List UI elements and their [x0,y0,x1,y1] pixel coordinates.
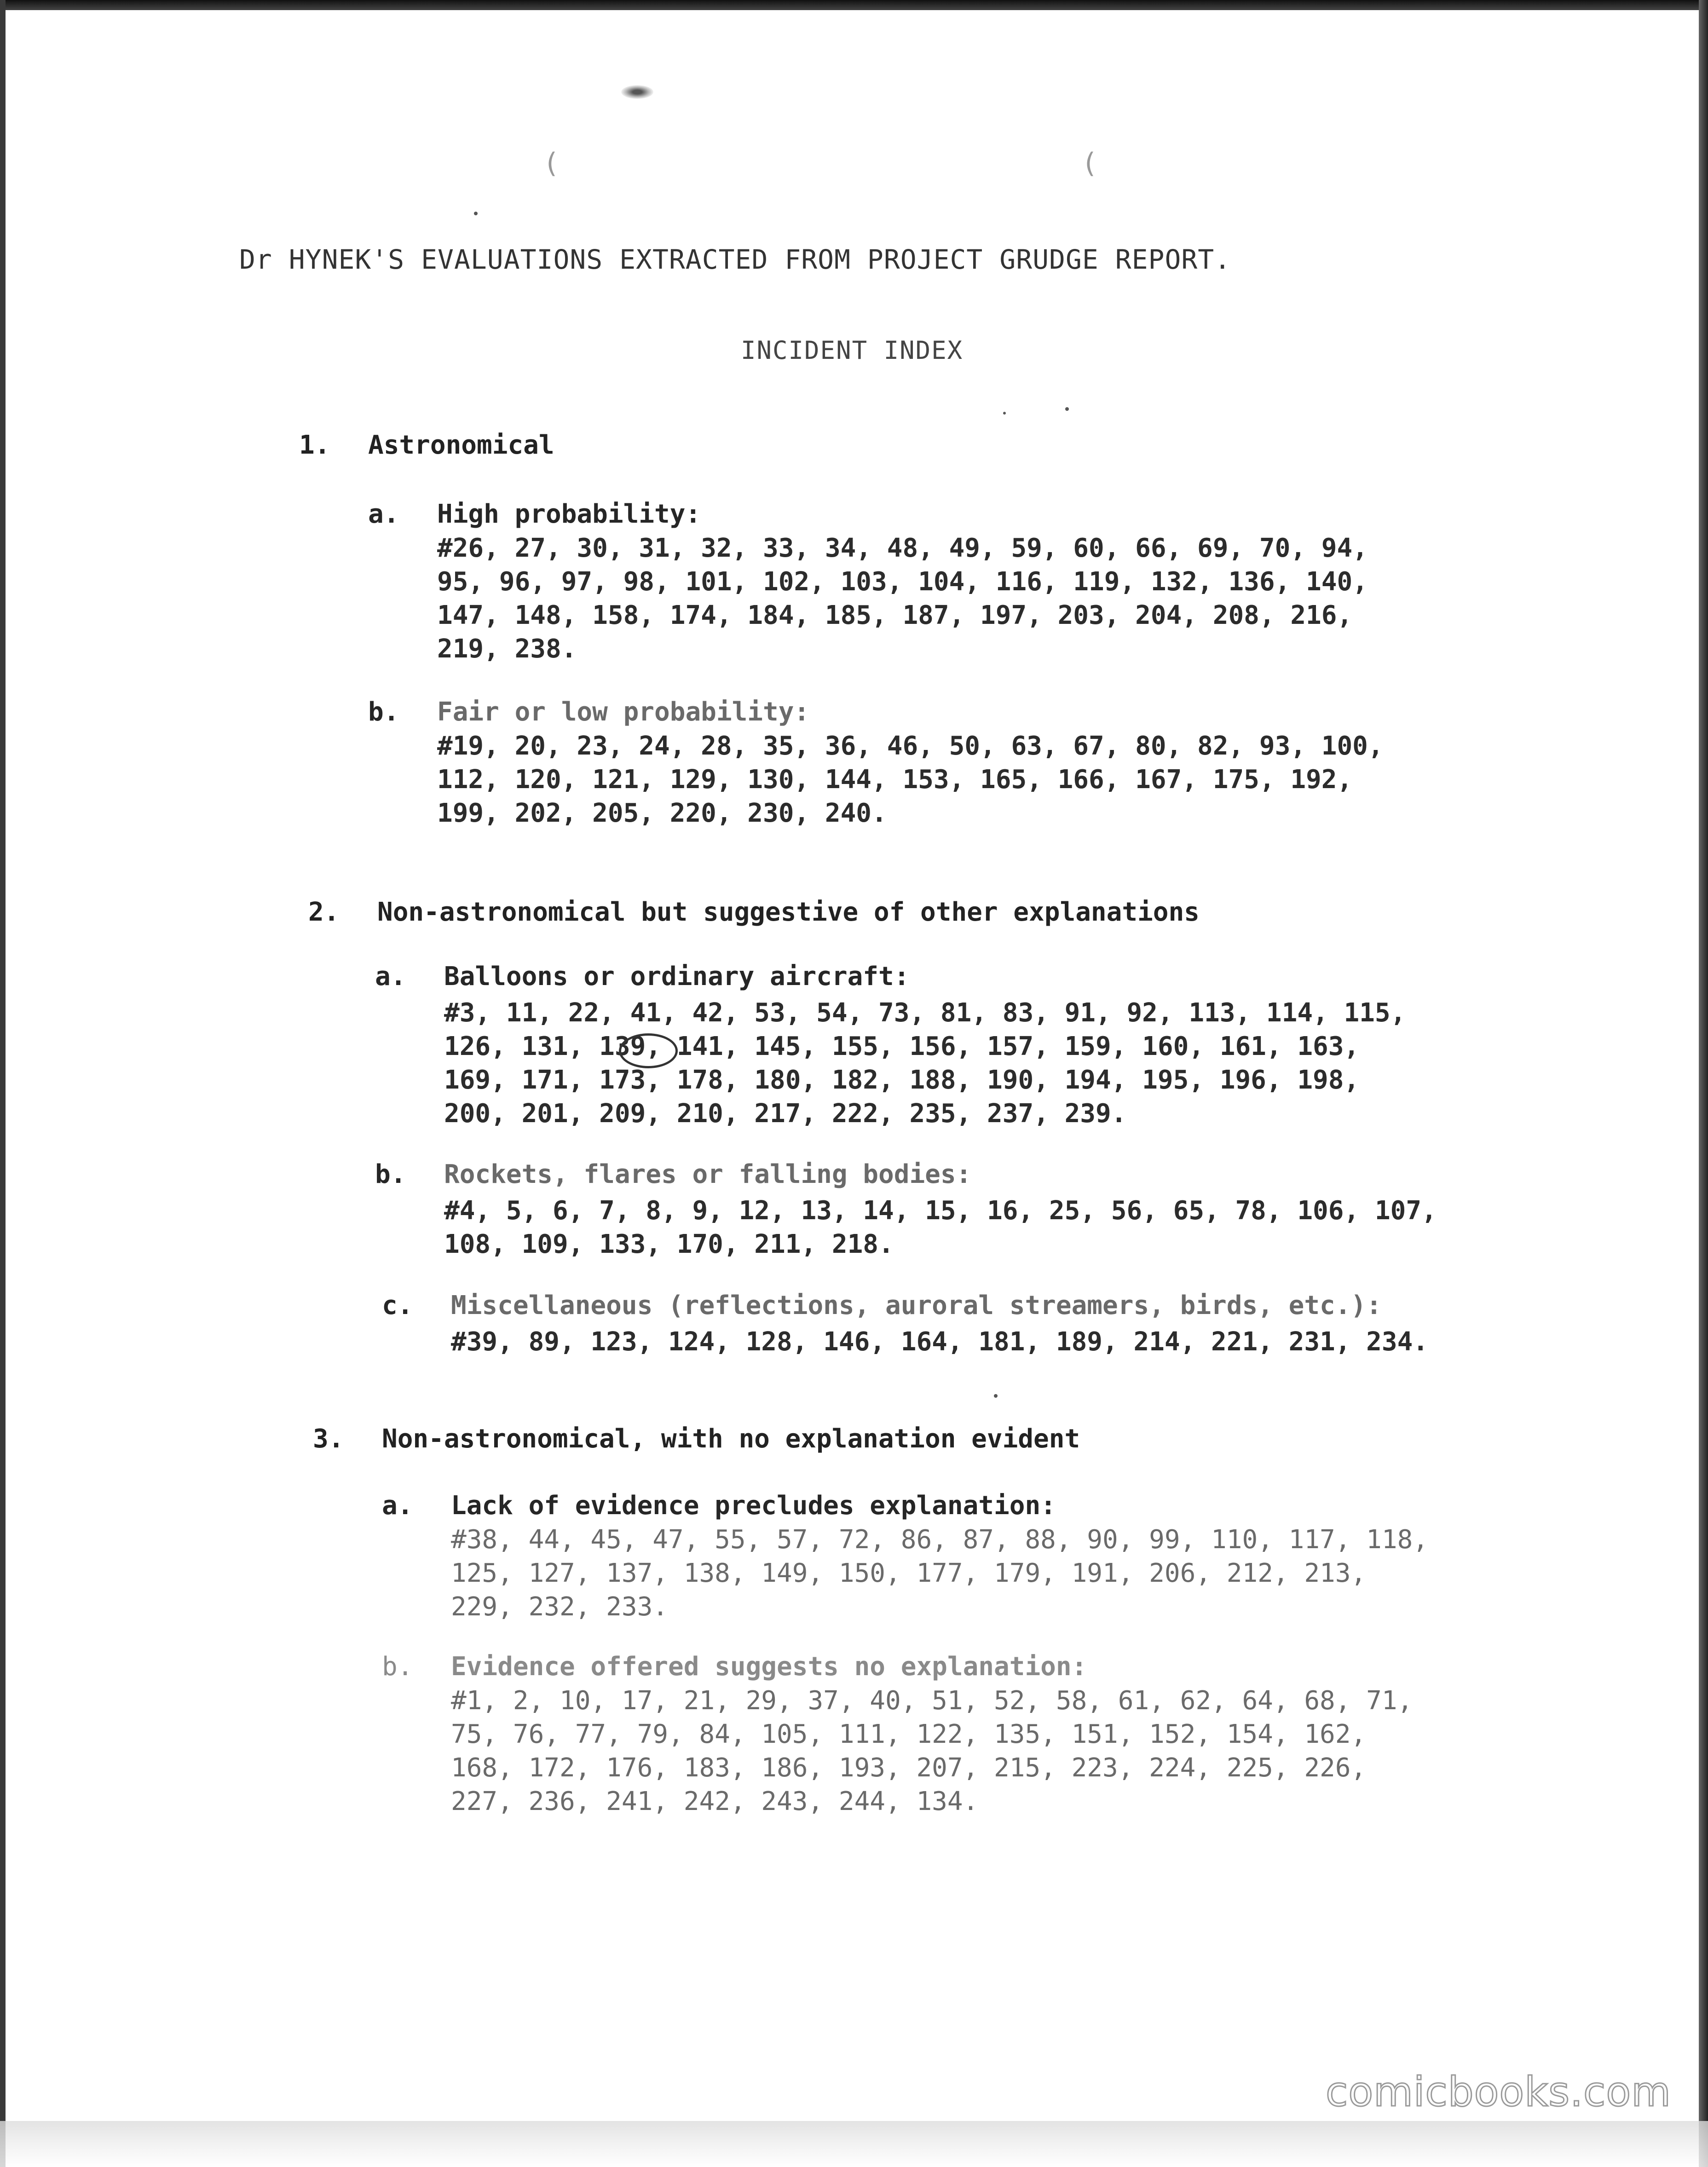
incident-list [444,996,1406,1130]
incident-list [451,1684,1413,1818]
section-number: 3. [313,1424,344,1454]
incident-line: 200, 201, 209, 210, 217, 222, 235, 237, 239. [444,1099,1127,1129]
subsection-letter: a. [375,962,406,991]
section-title: Non-astronomical but suggestive of other explanations [377,897,1200,927]
incident-line: #38, 44, 45, 47, 55, 57, 72, 86, 87, 88, 90, 99, 110, 117, 118, [451,1525,1429,1555]
punch-mark-right: ( [1081,147,1098,179]
incident-line: #39, 89, 123, 124, 128, 146, 164, 181, 189, 214, 221, 231, 234. [451,1327,1429,1357]
document-subtitle: INCIDENT INDEX [741,336,964,365]
incident-line: 219, 238. [437,634,577,664]
incident-line: 108, 109, 133, 170, 211, 218. [444,1229,894,1259]
incident-line: 168, 172, 176, 183, 186, 193, 207, 215, 223, 224, 225, 226, [451,1753,1367,1783]
scan-edge-left [0,0,6,2167]
subsection-heading [375,1159,971,1189]
incident-line: #19, 20, 23, 24, 28, 35, 36, 46, 50, 63, 67, 80, 82, 93, 100, [437,731,1384,761]
incident-line: 229, 232, 233. [451,1592,669,1622]
incident-line: 147, 148, 158, 174, 184, 185, 187, 197, 203, 204, 208, 216, [437,600,1353,630]
site-watermark: comicbooks.com [1325,2068,1671,2115]
subsection-heading [382,1491,1056,1521]
incident-line: 75, 76, 77, 79, 84, 105, 111, 122, 135, 151, 152, 154, 162, [451,1719,1367,1749]
document-title: Dr HYNEK'S EVALUATIONS EXTRACTED FROM PROJECT GRUDGE REPORT. [239,244,1231,275]
hand-drawn-circle [619,1033,678,1068]
incident-line: 126, 131, 139, 141, 145, 155, 156, 157, 159, 160, 161, 163, [444,1032,1360,1061]
subsection-label: High probability: [437,499,701,529]
punch-mark-left: ( [543,147,560,179]
subsection-heading [375,962,909,991]
section-heading [308,897,1200,927]
subsection-heading [368,499,701,529]
ink-speck [1003,412,1006,415]
incident-line: 227, 236, 241, 242, 243, 244, 134. [451,1787,979,1816]
incident-line: #3, 11, 22, 41, 42, 53, 54, 73, 81, 83, 91, 92, 113, 114, 115, [444,998,1406,1028]
subsection-label: Rockets, flares or falling bodies: [444,1159,972,1189]
subsection-heading [368,697,809,727]
ink-speck [994,1394,998,1398]
subsection-heading [382,1291,1382,1320]
subsection-heading [382,1652,1087,1682]
scan-edge-bottom [0,2121,1708,2167]
incident-line: 169, 171, 173, 178, 180, 182, 188, 190, 194, 195, 196, 198, [444,1065,1360,1095]
subsection-label: Fair or low probability: [437,697,810,727]
incident-list [451,1325,1428,1359]
ink-smudge [621,85,653,99]
incident-list [451,1523,1428,1624]
scan-edge-top [0,0,1708,10]
incident-list [444,1194,1437,1261]
subsection-letter: b. [375,1159,406,1189]
subsection-letter: a. [368,499,399,529]
ink-speck [1065,407,1069,411]
subsection-label: Evidence offered suggests no explanation: [451,1652,1087,1682]
section-number: 1. [299,430,330,460]
incident-list [437,531,1368,666]
section-title: Astronomical [368,430,554,460]
subsection-letter: a. [382,1491,413,1521]
subsection-label: Balloons or ordinary aircraft: [444,962,910,991]
section-heading [299,430,554,460]
scan-edge-right [1699,0,1708,2167]
ink-speck [474,212,478,215]
subsection-label: Miscellaneous (reflections, auroral streamers, birds, etc.): [451,1291,1382,1320]
incident-line: #26, 27, 30, 31, 32, 33, 34, 48, 49, 59, 60, 66, 69, 70, 94, [437,533,1368,563]
subsection-letter: b. [368,697,399,727]
incident-line: 199, 202, 205, 220, 230, 240. [437,798,887,828]
incident-line: 95, 96, 97, 98, 101, 102, 103, 104, 116, 119, 132, 136, 140, [437,567,1368,597]
subsection-label: Lack of evidence precludes explanation: [451,1491,1056,1521]
section-number: 2. [308,897,340,927]
incident-line: #4, 5, 6, 7, 8, 9, 12, 13, 14, 15, 16, 25, 56, 65, 78, 106, 107, [444,1196,1437,1226]
incident-line: 125, 127, 137, 138, 149, 150, 177, 179, 191, 206, 212, 213, [451,1558,1367,1588]
incident-line: 112, 120, 121, 129, 130, 144, 153, 165, 166, 167, 175, 192, [437,765,1353,795]
section-title: Non-astronomical, with no explanation evident [382,1424,1080,1454]
section-heading [313,1424,1080,1454]
incident-line: #1, 2, 10, 17, 21, 29, 37, 40, 51, 52, 58, 61, 62, 64, 68, 71, [451,1686,1413,1716]
subsection-letter: c. [382,1291,413,1320]
incident-list [437,729,1384,830]
subsection-letter: b. [382,1652,413,1682]
